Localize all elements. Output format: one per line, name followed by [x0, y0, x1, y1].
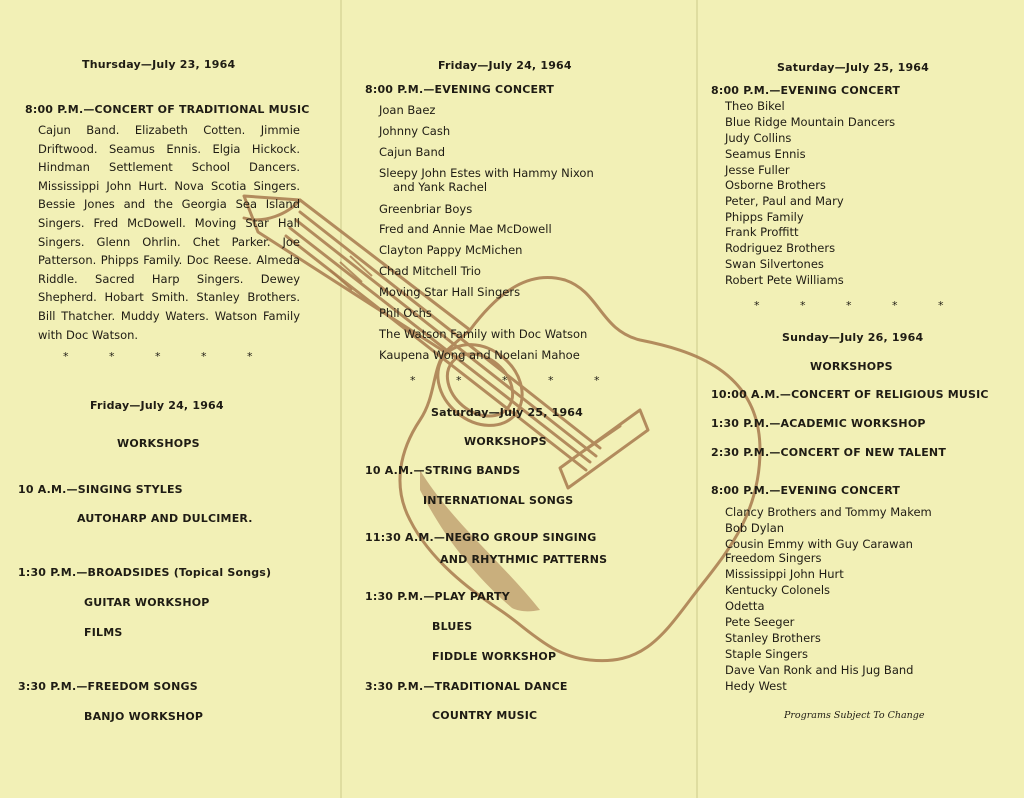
col3-performer: Phipps Family — [725, 210, 804, 224]
col3-performer2: Freedom Singers — [725, 551, 822, 565]
col1-concert-title: 8:00 P.M.—CONCERT OF TRADITIONAL MUSIC — [25, 103, 310, 116]
col2-workshop-rhythmic: AND RHYTHMIC PATTERNS — [440, 553, 608, 566]
col3-performer2: Clancy Brothers and Tommy Makem — [725, 505, 932, 519]
col2-performer: Moving Star Hall Singers — [379, 285, 521, 299]
col1-workshop-banjo: BANJO WORKSHOP — [84, 710, 204, 723]
col3-performer2: Bob Dylan — [725, 521, 785, 535]
col2-performer: Cajun Band — [379, 145, 446, 159]
col3-date-sunday: Sunday—July 26, 1964 — [782, 331, 924, 344]
col2-stars: * * * * * — [410, 374, 600, 387]
col3-event-academic: 1:30 P.M.—ACADEMIC WORKSHOP — [711, 417, 926, 430]
col2-performer: Fred and Annie Mae McDowell — [379, 222, 552, 236]
col3-performer: Peter, Paul and Mary — [725, 194, 844, 208]
col2-date-saturday: Saturday—July 25, 1964 — [431, 406, 584, 419]
col3-concert-title: 8:00 P.M.—EVENING CONCERT — [711, 84, 901, 97]
col3-performer: Seamus Ennis — [725, 147, 806, 161]
col2-workshop-fiddle: FIDDLE WORKSHOP — [432, 650, 557, 663]
col3-date-saturday: Saturday—July 25, 1964 — [777, 61, 930, 74]
col2-concert-title: 8:00 P.M.—EVENING CONCERT — [365, 83, 555, 96]
col3-performer: Frank Proffitt — [725, 225, 799, 239]
col1-workshop-autoharp: AUTOHARP AND DULCIMER. — [77, 512, 253, 525]
col2-performer: Kaupena Wong and Noelani Mahoe — [379, 348, 580, 362]
col3-stars: * * * * * — [754, 299, 944, 312]
col3-performer: Blue Ridge Mountain Dancers — [725, 115, 896, 129]
col2-workshop-string-bands: 10 A.M.—STRING BANDS — [365, 464, 521, 477]
col3-performer2: Hedy West — [725, 679, 787, 693]
col3-programs-note: Programs Subject To Change — [784, 710, 925, 721]
col2-workshop-group-singing: 11:30 A.M.—NEGRO GROUP SINGING — [365, 531, 597, 544]
col1-workshop-freedom-songs: 3:30 P.M.—FREEDOM SONGS — [18, 680, 198, 693]
col2-workshop-blues: BLUES — [432, 620, 473, 633]
col2-performer: Chad Mitchell Trio — [379, 264, 481, 278]
col1-concert-performers: Cajun Band. Elizabeth Cotten. Jimmie Driftwood. Seamus Ennis. Elgia Hickock. Hindman Settlement School Dancers. Mississippi John Hurt. Nova Scotia Singers. Bessie Jones and the Georgia Sea Island Singers. Fred McDowell. Moving Star Hall Singers. Glenn Ohrlin. Chet Parker. Joe Patterson. Phipps Family. Doc Reese. Almeda Riddle. Sacred Harp Singers. Dewey Shepherd. Hobart Smith. Stanley Brothers. Bill Thatcher. Muddy Waters. Watson Family with Doc Watson. — [38, 123, 300, 342]
col1-date-friday: Friday—July 24, 1964 — [90, 399, 224, 412]
col1-workshop-guitar: GUITAR WORKSHOP — [84, 596, 210, 609]
col2-workshop-international: INTERNATIONAL SONGS — [423, 494, 574, 507]
col3-performer: Robert Pete Williams — [725, 273, 844, 287]
col3-performer: Rodriguez Brothers — [725, 241, 836, 255]
col3-event-religious-music: 10:00 A.M.—CONCERT OF RELIGIOUS MUSIC — [711, 388, 989, 401]
col2-workshop-country-music: COUNTRY MUSIC — [432, 709, 538, 722]
col1-workshop-films: FILMS — [84, 626, 123, 639]
col2-performer: Phil Ochs — [379, 306, 432, 320]
col1-stars: * * * * * — [63, 350, 253, 363]
col3-performer2: Stanley Brothers — [725, 631, 821, 645]
col2-workshop-play-party: 1:30 P.M.—PLAY PARTY — [365, 590, 510, 603]
col3-performer: Jesse Fuller — [725, 163, 790, 177]
col3-concert2-title: 8:00 P.M.—EVENING CONCERT — [711, 484, 901, 497]
col3-workshops-heading: WORKSHOPS — [810, 360, 893, 373]
col2-performer: Johnny Cash — [379, 124, 451, 138]
col2-performer: Sleepy John Estes with Hammy Nixon — [379, 166, 594, 180]
col2-performer: The Watson Family with Doc Watson — [379, 327, 588, 341]
col1-workshop-broadsides: 1:30 P.M.—BROADSIDES (Topical Songs) — [18, 566, 272, 579]
col3-performer2: Dave Van Ronk and His Jug Band — [725, 663, 914, 677]
col3-performer: Swan Silvertones — [725, 257, 824, 271]
col3-performer2: Cousin Emmy with Guy Carawan — [725, 537, 913, 551]
col3-performer2: Kentucky Colonels — [725, 583, 831, 597]
col2-performer: Joan Baez — [379, 103, 436, 117]
col2-workshops-heading: WORKSHOPS — [464, 435, 547, 448]
col1-workshops-heading: WORKSHOPS — [117, 437, 200, 450]
col3-performer: Theo Bikel — [725, 99, 785, 113]
col3-performer2: Staple Singers — [725, 647, 808, 661]
col2-date-friday: Friday—July 24, 1964 — [438, 59, 572, 72]
col2-performer: and Yank Rachel — [393, 180, 488, 194]
col3-performer2: Mississippi John Hurt — [725, 567, 844, 581]
col3-event-new-talent: 2:30 P.M.—CONCERT OF NEW TALENT — [711, 446, 947, 459]
col3-performer2: Pete Seeger — [725, 615, 795, 629]
col2-workshop-traditional-dance: 3:30 P.M.—TRADITIONAL DANCE — [365, 680, 568, 693]
col3-performer: Osborne Brothers — [725, 178, 826, 192]
col1-date-thursday: Thursday—July 23, 1964 — [82, 58, 236, 71]
col3-performer2: Odetta — [725, 599, 765, 613]
col2-performer: Greenbriar Boys — [379, 202, 473, 216]
col1-workshop-singing-styles: 10 A.M.—SINGING STYLES — [18, 483, 183, 496]
col3-performer: Judy Collins — [725, 131, 792, 145]
col2-performer: Clayton Pappy McMichen — [379, 243, 523, 257]
